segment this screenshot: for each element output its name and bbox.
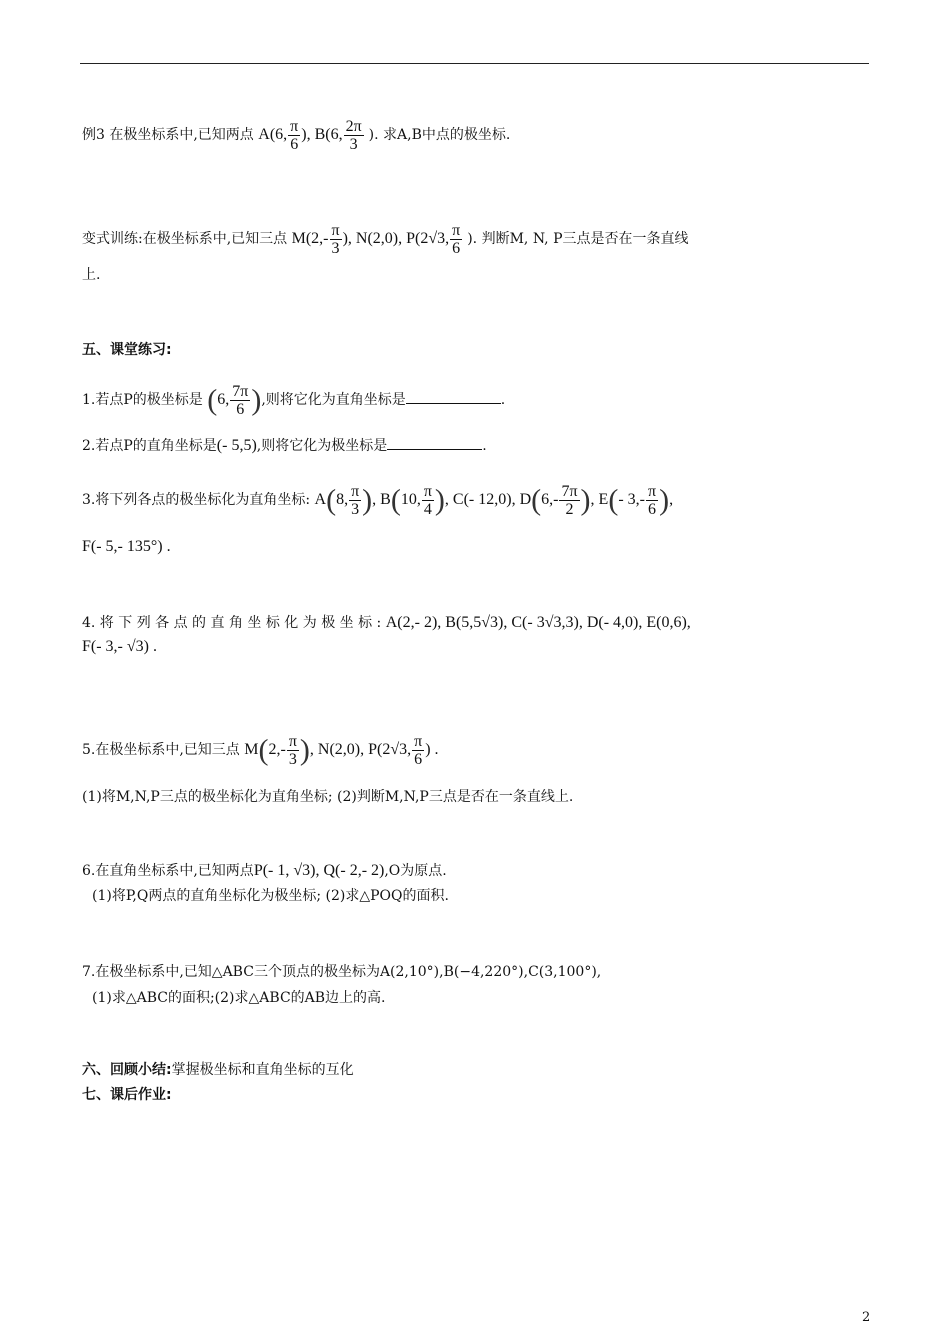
denominator: 3 (288, 751, 297, 768)
numerator: π (288, 733, 297, 750)
q3-point-f: F(- 5,- 135°) . (82, 538, 171, 555)
b-radius: 10, (400, 491, 421, 509)
denominator: 2 (565, 501, 574, 518)
page-number: 2 (862, 1310, 871, 1325)
left-paren: ( (207, 383, 218, 417)
example-3 (82, 118, 510, 153)
variant-math (291, 222, 468, 257)
section-6 (82, 1060, 354, 1080)
denominator: 3 (351, 501, 360, 518)
fraction (288, 118, 300, 153)
q5-text: 5.在极坐标系中,已知三点 (82, 742, 240, 759)
denominator: 6 (648, 501, 657, 518)
right-paren: ) (362, 483, 373, 517)
point-m: M(2,- (291, 230, 329, 248)
q2-text: 2.若点P的直角坐标是 (82, 438, 217, 454)
section-6-heading: 六、回顾小结: (82, 1062, 172, 1078)
a-radius: 8, (336, 491, 349, 509)
fraction (450, 222, 462, 257)
numerator: 7π (232, 383, 249, 400)
q1-radius: 6, (217, 391, 230, 409)
point-b: , B (372, 491, 391, 509)
q4-points: A(2,- 2), B(5,5√3), C(- 3√3,3), D(- 4,0), E(0,6), (385, 614, 691, 631)
numerator: π (331, 222, 340, 239)
right-paren: ) (434, 483, 445, 517)
q1-math (207, 383, 262, 418)
left-paren: ( (258, 733, 269, 767)
section-6-text: 掌握极坐标和直角坐标的互化 (171, 1062, 354, 1078)
q7-subquestions: (1)求△ABC的面积;(2)求△ABC的AB边上的高. (92, 990, 386, 1006)
numerator: π (290, 118, 299, 135)
question-4 (82, 613, 691, 633)
fraction (559, 483, 579, 518)
point-e: , E (590, 491, 609, 509)
numerator: π (452, 222, 461, 239)
q3-text: 3.将下列各点的极坐标化为直角坐标: (82, 492, 311, 509)
q2-question: ,则将它化为极坐标是 (256, 438, 388, 454)
q1-end: . (500, 392, 506, 409)
left-paren: ( (531, 483, 542, 517)
q1-question: ,则将它化为直角坐标是 (261, 392, 406, 409)
question-5 (82, 733, 439, 768)
question-6 (82, 861, 447, 881)
fraction (230, 383, 250, 418)
q6-subquestions: (1)将P,Q两点的直角坐标化为极坐标; (2)求△POQ的面积. (92, 888, 449, 904)
q1-text: 1.若点P的极坐标是 (82, 392, 203, 409)
fraction (344, 118, 364, 153)
q3-math (314, 483, 674, 518)
right-paren: ) (251, 383, 262, 417)
question-7: 7.在极坐标系中,已知△ABC三个顶点的极坐标为A(2,10°),B(−4,220°),C(3,100°), (82, 964, 602, 980)
q6-origin: ,O为原点. (384, 863, 447, 879)
points-n-p: , N(2,0), P(2√3, (309, 741, 412, 759)
variant-text: 变式训练:在极坐标系中,已知三点 (82, 231, 288, 248)
fraction (422, 483, 434, 518)
q4-point-f: F(- 3,- √3) . (82, 638, 157, 655)
question-1 (82, 383, 505, 418)
denominator: 6 (290, 136, 299, 153)
question-2 (82, 436, 487, 456)
denominator: 6 (452, 240, 461, 257)
answer-blank (406, 391, 501, 404)
right-paren: ) (580, 483, 591, 517)
right-paren: ) (299, 733, 310, 767)
left-paren: ( (326, 483, 337, 517)
point-b: ), B(6, (301, 126, 343, 144)
comma: , (669, 491, 674, 509)
variant-question: ). 判断M, N, P三点是否在一条直线 (467, 231, 689, 248)
point-a: A(6, (258, 126, 288, 144)
points-n-p: ), N(2,0), P(2√3, (342, 230, 450, 248)
point-c-d: , C(- 12,0), D (444, 491, 532, 509)
fraction (646, 483, 658, 518)
fraction (349, 483, 361, 518)
denominator: 4 (423, 501, 432, 518)
numerator: 7π (561, 483, 578, 500)
q4-text: 4. 将 下 列 各 点 的 直 角 坐 标 化 为 极 坐 标 : (82, 615, 382, 631)
denominator: 6 (414, 751, 423, 768)
right-paren: ) (659, 483, 670, 517)
q6-text: 6.在直角坐标系中,已知两点 (82, 863, 254, 879)
section-7-heading: 七、课后作业: (82, 1087, 172, 1103)
point-a: A (314, 491, 327, 509)
fraction (412, 733, 424, 768)
numerator: π (414, 733, 423, 750)
left-paren: ( (608, 483, 619, 517)
numerator: π (423, 483, 432, 500)
fraction (287, 733, 299, 768)
q2-point: (- 5,5) (216, 437, 257, 454)
numerator: π (351, 483, 360, 500)
fraction (330, 222, 342, 257)
denominator: 3 (331, 240, 340, 257)
answer-blank (387, 437, 482, 450)
variant-continuation: 上. (82, 267, 101, 283)
numerator: π (647, 483, 657, 500)
variant-exercise (82, 222, 689, 257)
e-radius: - 3,- (618, 491, 645, 509)
point-m: M (244, 741, 259, 759)
q6-points: P(- 1, √3), Q(- 2,- 2) (253, 862, 385, 879)
question-3 (82, 483, 673, 518)
example-3-question: ). 求A,B中点的极坐标. (368, 127, 511, 144)
example-3-math (258, 118, 368, 153)
q2-end: . (482, 438, 487, 454)
header-rule (80, 63, 869, 64)
left-paren: ( (390, 483, 401, 517)
denominator: 3 (349, 136, 358, 153)
q5-end: ) . (425, 741, 439, 759)
numerator: 2π (345, 118, 362, 135)
q5-math (244, 733, 439, 768)
denominator: 6 (236, 401, 245, 418)
section-5-heading: 五、课堂练习: (82, 342, 172, 358)
m-radius: 2,- (268, 741, 286, 759)
q5-subquestions: (1)将M,N,P三点的极坐标化为直角坐标; (2)判断M,N,P三点是否在一条直线上. (82, 789, 574, 805)
example-3-text: 例3 在极坐标系中,已知两点 (82, 127, 254, 144)
d-radius: 6,- (541, 491, 559, 509)
